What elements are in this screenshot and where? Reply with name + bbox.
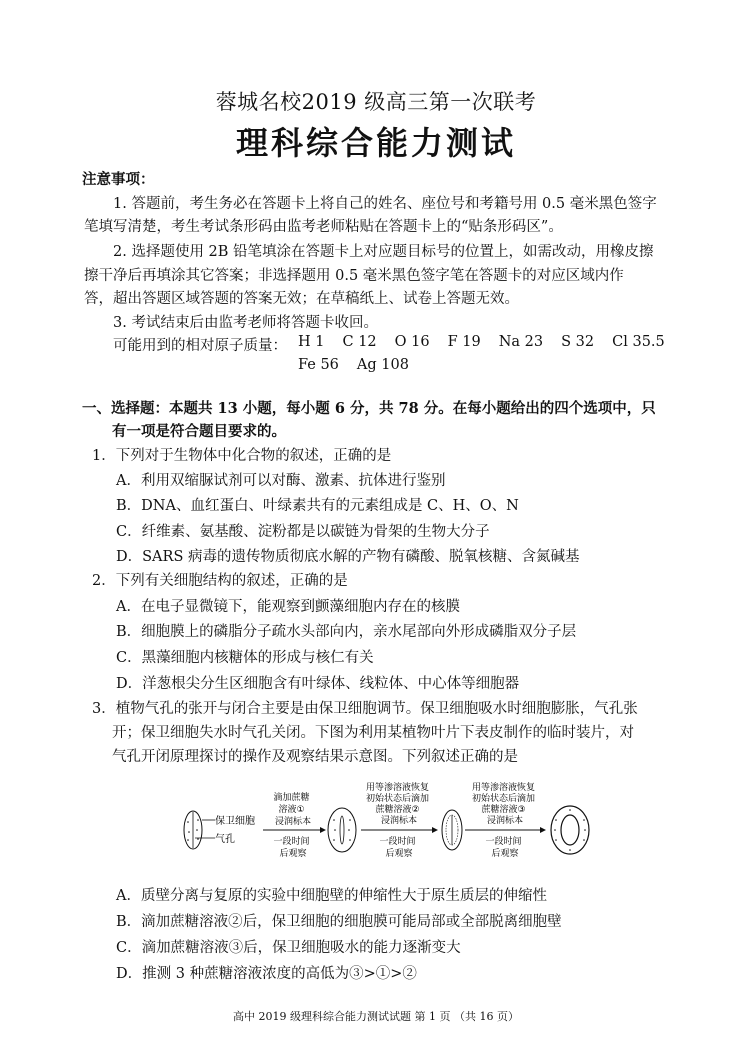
- mass-s: S 32: [561, 334, 595, 350]
- q1-option-a: A．利用双缩脲试剂可以对酶、激素、抗体进行鉴别: [116, 473, 446, 489]
- exam-title: 蓉城名校2019 级高三第一次联考: [215, 90, 537, 114]
- q2-option-b: B．细胞膜上的磷脂分子疏水头部向内，亲水尾部向外形成磷脂双分子层: [116, 624, 577, 640]
- note-3: 3. 考试结束后由监考老师将答题卡收回。: [113, 315, 378, 331]
- q1-stem: 1．下列对于生物体中化合物的叙述，正确的是: [92, 448, 392, 464]
- q3-stem-line-3: 气孔开闭原理探讨的操作及观察结果示意图。下列叙述正确的是: [112, 749, 518, 765]
- section-heading-line-2: 有一项是符合题目要求的。: [112, 423, 286, 440]
- mass-cl: Cl 35.5: [612, 334, 665, 350]
- step3-top-text: 用等渗溶液恢复 初始状态后滴加 蔗糖溶液③ 浸润标本: [472, 783, 536, 826]
- page-footer: 高中 2019 级理科综合能力测试试题 第 1 页 （共 16 页）: [233, 1010, 519, 1023]
- q3-stem-line-2: 开；保卫细胞失水时气孔关闭。下图为利用某植物叶片下表皮制作的临时装片，对: [112, 725, 634, 741]
- q3-stem-line-1: 3．植物气孔的张开与闭合主要是由保卫细胞调节。保卫细胞吸水时细胞膨胀，气孔张: [92, 701, 638, 717]
- mass-o: O 16: [394, 334, 430, 350]
- mass-na: Na 23: [498, 334, 544, 350]
- q1-option-c: C．纤维素、氨基酸、淀粉都是以碳链为骨架的生物大分子: [116, 524, 490, 540]
- q2-option-a: A．在电子显微镜下，能观察到颤藻细胞内存在的核膜: [116, 599, 460, 615]
- guard-cell-after-solution-1: [328, 808, 356, 852]
- mass-f: F 19: [447, 334, 481, 350]
- section-heading-line-1: 一、选择题：本题共 13 小题，每小题 6 分，共 78 分。在每小题给出的四个选项中，只: [82, 400, 656, 417]
- note-1-line-2: 笔填写清楚，考生考试条形码由监考老师粘贴在答题卡上的“贴条形码区”。: [84, 219, 563, 235]
- q1-option-d: D．SARS 病毒的遗传物质彻底水解的产物有磷酸、脱氧核糖、含氮碱基: [116, 549, 580, 565]
- step1-bottom-text: 一段时间 后观察: [273, 837, 310, 859]
- mass-h: H 1: [298, 334, 325, 350]
- mass-fe: Fe 56: [298, 357, 339, 373]
- stomata-diagram: [175, 782, 595, 872]
- q3-option-b: B．滴加蔗糖溶液②后，保卫细胞的细胞膜可能局部或全部脱离细胞壁: [116, 914, 562, 930]
- note-2-line-2: 擦干净后再填涂其它答案；非选择题用 0.5 毫米黑色签字笔在答题卡的对应区域内作: [84, 268, 624, 284]
- masses-row-1: [298, 334, 683, 350]
- step3-bottom-text: 一段时间 后观察: [485, 837, 522, 859]
- label-pore: 气孔: [215, 834, 235, 845]
- step1-top-text: 滴加蔗糖 溶液① 浸润标本: [273, 793, 312, 827]
- step2-top-text: 用等渗溶液恢复 初始状态后滴加 蔗糖溶液② 浸润标本: [366, 783, 430, 826]
- notes-heading: 注意事项：: [82, 171, 155, 188]
- guard-cell-initial: [184, 811, 202, 849]
- q2-option-d: D．洋葱根尖分生区细胞含有叶绿体、线粒体、中心体等细胞器: [116, 676, 520, 692]
- exam-subtitle: 理科综合能力测试: [235, 124, 516, 162]
- mass-ag: Ag 108: [356, 357, 409, 373]
- note-2-line-1: 2. 选择题使用 2B 铅笔填涂在答题卡上对应题目标号的位置上，如需改动，用橡皮擦: [113, 244, 654, 260]
- note-1-line-1: 1. 答题前，考生务必在答题卡上将自己的姓名、座位号和考籍号用 0.5 毫米黑色签字: [113, 196, 657, 212]
- q3-option-d: D．推测 3 种蔗糖溶液浓度的高低为③>①>②: [116, 966, 417, 982]
- label-guard-cell: 保卫细胞: [215, 816, 255, 827]
- mass-c: C 12: [342, 334, 377, 350]
- note-2-line-3: 答，超出答题区域答题的答案无效；在草稿纸上、试卷上答题无效。: [84, 291, 519, 307]
- masses-row-2: [298, 357, 427, 373]
- step2-bottom-text: 一段时间 后观察: [379, 837, 416, 859]
- guard-cell-after-solution-2: [442, 810, 462, 850]
- guard-cell-after-solution-3: [551, 806, 589, 854]
- q2-option-c: C．黑藻细胞内核糖体的形成与核仁有关: [116, 650, 374, 666]
- q2-stem: 2．下列有关细胞结构的叙述，正确的是: [92, 573, 348, 589]
- q1-option-b: B．DNA、血红蛋白、叶绿素共有的元素组成是 C、H、O、N: [116, 498, 519, 514]
- q3-option-a: A．质壁分离与复原的实验中细胞壁的伸缩性大于原生质层的伸缩性: [116, 888, 547, 904]
- q3-option-c: C．滴加蔗糖溶液③后，保卫细胞吸水的能力逐渐变大: [116, 940, 461, 956]
- mass-label: 可能用到的相对原子质量：: [113, 338, 287, 354]
